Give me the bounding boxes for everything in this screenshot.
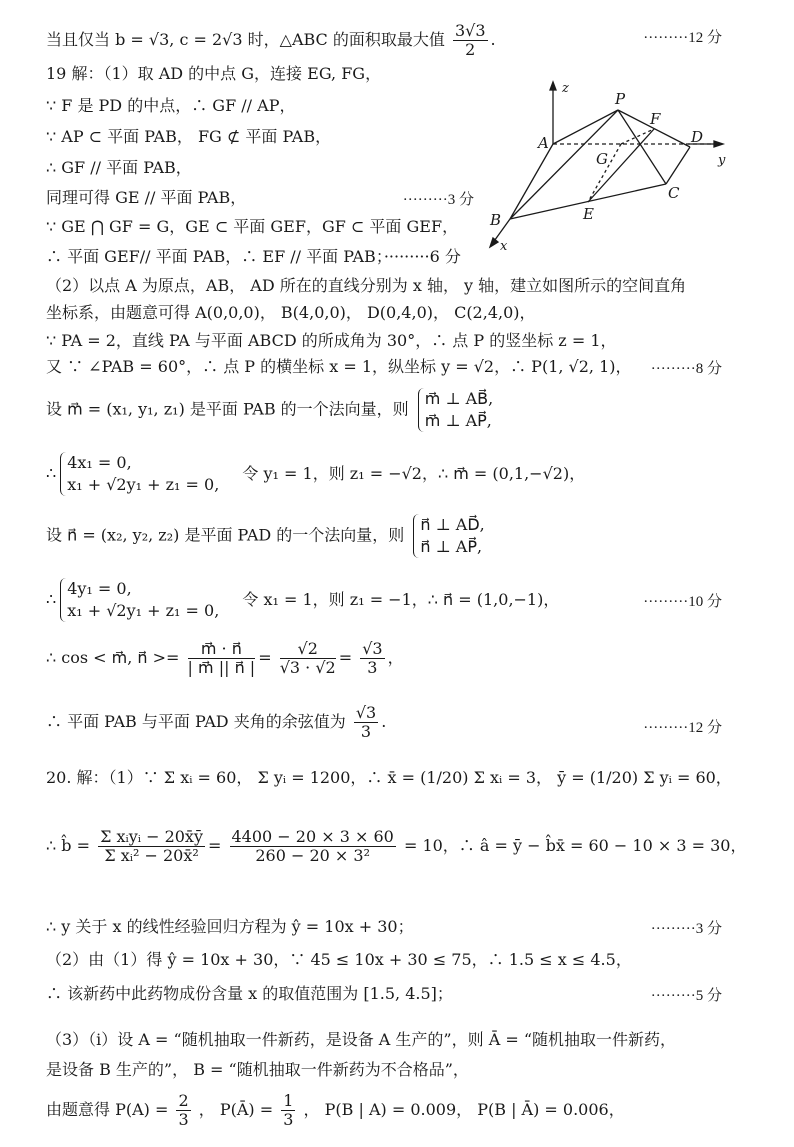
fraction: Σ xᵢyᵢ − 20x̄ȳ Σ xᵢ² − 20x̄² (100, 827, 203, 865)
line-3: ∵ F 是 PD 的中点，∴ GF // AP， (46, 96, 296, 115)
label-D: D (691, 128, 704, 146)
line-26: 由题意得 P(A) = $\frac{2}{3}$ ， P(Ā) = $\frac{1}{3}$ ， P(B | A) = 0.009， P(B | Ā) = 0.006， (46, 1091, 625, 1129)
line-25: 是设备 B 生产的”， B = “随机抽取一件新药为不合格品”， (46, 1060, 469, 1079)
score-mark: ·········3 分 (650, 921, 722, 937)
line-14: ∴ 4x₁ = 0, x₁ + √2y₁ + z₁ = 0, 令 y₁ = 1，则 z₁ = −√2，∴ m⃗ = (0,1,−√2)， (46, 453, 586, 494)
line-2: 19 解：（1）取 AD 的中点 G，连接 EG, FG， (46, 64, 382, 83)
score-mark: ·········3 分 (402, 192, 474, 208)
score-mark: ·········8 分 (650, 361, 722, 377)
line-22: （2）由（1）得 ŷ = 10x + 30，∵ 45 ≤ 10x + 30 ≤ 75，∴ 1.5 ≤ x ≤ 4.5， (46, 950, 632, 969)
equation-system: 4y₁ = 0, x₁ + √2y₁ + z₁ = 0, (60, 578, 219, 622)
fraction: $\frac{3√3}{2}$ (454, 21, 486, 59)
fraction: $\frac{2}{3}$ (178, 1091, 189, 1129)
line-6: 同理可得 GE // 平面 PAB， (46, 188, 247, 207)
z-arrow-icon (550, 82, 556, 90)
segment-GF (621, 129, 654, 144)
label-E: E (583, 205, 594, 223)
line-15: 设 n⃗ = (x₂, y₂, z₂) 是平面 PAD 的一个法向量，则 n⃗ ⊥ AD⃗, n⃗ ⊥ AP⃗, (46, 515, 485, 556)
line-12: 又 ∵ ∠PAB = 60°，∴ 点 P 的横坐标 x = 1，纵坐标 y = √2，∴ P(1, √2, 1)， (46, 357, 632, 376)
line-5: ∴ GF // 平面 PAB， (46, 158, 192, 177)
line-7: ∵ GE ⋂ GF = G，GE ⊂ 平面 GEF，GF ⊂ 平面 GEF， (46, 217, 459, 236)
line-21: ∴ y 关于 x 的线性经验回归方程为 ŷ = 10x + 30； (46, 917, 414, 936)
geometry-figure (478, 74, 738, 256)
line-18: ∴ 平面 PAB 与平面 PAD 夹角的余弦值为 $\frac{√3}{3}$ . (46, 703, 387, 741)
label-P: P (615, 90, 626, 108)
fraction: $\frac{1}{3}$ (283, 1091, 294, 1129)
label-z: z (562, 81, 569, 96)
line-23: ∴ 该新药中此药物成份含量 x 的取值范围为 [1.5, 4.5]； (46, 984, 453, 1003)
line-13: 设 m⃗ = (x₁, y₁, z₁) 是平面 PAB 的一个法向量，则 m⃗ ⊥ AB⃗, m⃗ ⊥ AP⃗, (46, 389, 494, 430)
edge-CD (666, 147, 690, 184)
fraction: $\frac{√3}{3}$ (355, 703, 377, 741)
label-F: F (650, 110, 661, 128)
label-A: A (538, 134, 549, 152)
equation-system: m⃗ ⊥ AB⃗, m⃗ ⊥ AP⃗, (418, 388, 493, 432)
label-x: x (500, 239, 508, 254)
line-11: ∵ PA = 2，直线 PA 与平面 ABCD 的所成角为 30°，∴ 点 P 的竖坐标 z = 1， (46, 331, 617, 350)
line-16: ∴ 4y₁ = 0, x₁ + √2y₁ + z₁ = 0, 令 x₁ = 1，则 z₁ = −1，∴ n⃗ = (1,0,−1)， (46, 579, 560, 620)
edge-PA (553, 110, 618, 144)
fraction: $\frac{m⃗ \cdot n⃗}{| m⃗ || n⃗ |}$ (187, 639, 256, 677)
fraction: $\frac{4400 - 20 \times 3 \times 60}{\text{260 − 20 × 3²}}$ (231, 827, 394, 865)
equation-system: 4x₁ = 0, x₁ + √2y₁ + z₁ = 0, (60, 452, 219, 496)
label-G: G (596, 150, 608, 168)
x-arrow-icon (490, 238, 498, 247)
fraction: $\frac{√2}{√3 \cdot √2}$ (279, 639, 336, 677)
line-10: 坐标系，由题意可得 A(0,0,0)， B(4,0,0)， D(0,4,0)， C(2,4,0)， (46, 303, 536, 322)
fraction: $\frac{√3}{3}$ (362, 639, 383, 677)
y-arrow-icon (714, 141, 723, 147)
equation-system: n⃗ ⊥ AD⃗, n⃗ ⊥ AP⃗, (413, 514, 484, 558)
score-mark: ·········5 分 (650, 988, 722, 1004)
line-4: ∵ AP ⊂ 平面 PAB， FG ⊄ 平面 PAB， (46, 127, 332, 146)
line-8: ∴ 平面 GEF// 平面 PAB，∴ EF // 平面 PAB；·········6 分 (46, 247, 461, 266)
line-17: ∴ cos < m⃗, n⃗ >= $\frac{m⃗ \cdot n⃗}{| m⃗ || n⃗ |}$ = $\frac{√2}{√3 \cdot √2}$ = $\frac{√3}{3}$ ， (46, 639, 404, 677)
line-19: 20. 解：（1）∵ Σ xᵢ = 60， Σ yᵢ = 1200，∴ x̄ = (1/20) Σ xᵢ = 3， ȳ = (1/20) Σ yᵢ = 60， (46, 768, 732, 787)
label-C: C (668, 184, 680, 202)
label-B: B (490, 211, 502, 229)
label-y: y (718, 153, 726, 168)
line-20: ∴ b̂ = Σ xᵢyᵢ − 20x̄ȳ Σ xᵢ² − 20x̄² = $\frac{4400 - 20 \times 3 \times 60}{\text{260 − 20 × 3²}}$ = 10，∴ â = ȳ − b̂x̄ = 60 − 10 × 3 = 30， (46, 827, 747, 865)
line-24: （3）（i）设 A = “随机抽取一件新药，是设备 A 生产的”，则 Ā = “随机抽取一件新药， (46, 1030, 677, 1049)
score-mark: ·········12 分 (643, 30, 722, 46)
line-1-text: 当且仅当 b = √3, c = 2√3 时，△ABC 的面积取最大值 (46, 30, 445, 49)
line-1: 当且仅当 b = √3, c = 2√3 时，△ABC 的面积取最大值 $\frac{3√3}{2}$ . (46, 21, 496, 59)
score-mark: ·········10 分 (643, 594, 722, 610)
score-mark: ·········12 分 (643, 720, 722, 736)
line-9: （2）以点 A 为原点，AB， AD 所在的直线分别为 x 轴， y 轴，建立如图所示的空间直角 (46, 276, 687, 295)
